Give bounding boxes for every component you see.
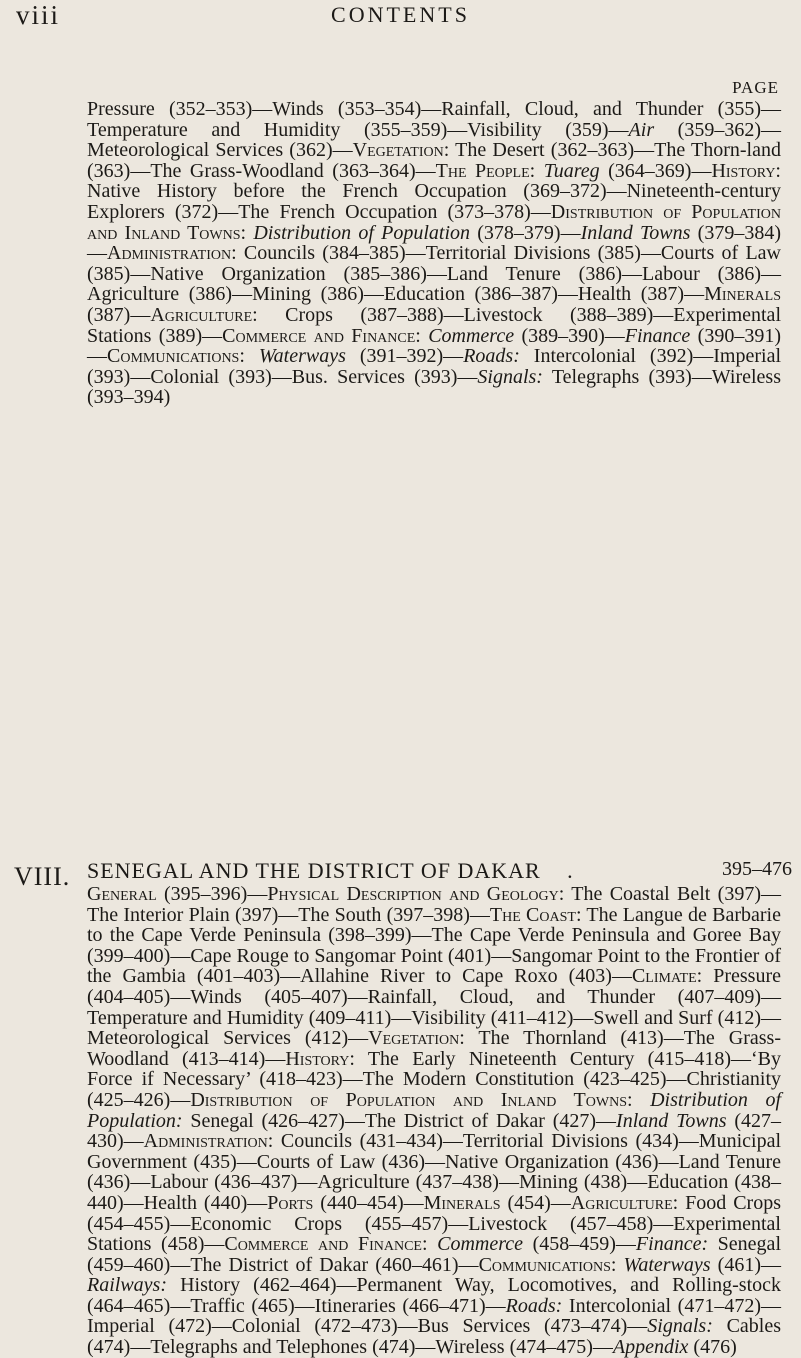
section-vii-continued-text — [87, 99, 781, 408]
running-head: CONTENTS — [331, 2, 470, 27]
section-heading-run: Agriculture: — [570, 1191, 679, 1214]
text-run: (379–384)— — [87, 221, 781, 265]
subheading-run: Signals: — [477, 365, 543, 388]
text-run: Pressure (352–353)—Winds (353–354)—Rainfall, Cloud, and Thunder (355)—Temperature and Humidity (355–359)—Visibility (359)— — [87, 98, 781, 141]
text-run: (390–391)— — [87, 324, 781, 368]
chapter-title: SENEGAL AND THE DISTRICT OF DAKAR — [87, 858, 541, 883]
text-run: The Langue de Barbarie to the Cape Verde Peninsula (398–399)—The Cape Verde Peninsula and Goree Bay (399–400)—Cape Rouge to Sangomar Point (401)—Sangomar Point to the Frontier of the Gambia (401–403)—Allahine River to Cape Roxo (403)— — [87, 903, 781, 988]
section-heading-run: Communications: — [107, 345, 245, 368]
text-run: (391–392)— — [345, 345, 464, 368]
section-heading-run: Commerce and Finance: — [222, 324, 421, 347]
text-run — [428, 1233, 438, 1255]
subheading-run: Waterways — [623, 1253, 711, 1276]
section-heading-run: Administration: — [107, 242, 237, 265]
section-heading-run: The Coast: — [489, 903, 582, 926]
subheading-run: Roads: — [505, 1294, 563, 1317]
page-folio: viii — [16, 0, 61, 30]
subheading-run: Inland Towns — [580, 221, 691, 244]
text-run: (387)— — [87, 303, 151, 326]
text-run: (458–459)— — [523, 1233, 636, 1256]
text-run: The Desert (362–363)—The Thorn-land (363)—The Grass-Woodland (363–364)— — [87, 139, 781, 182]
text-run: (364–369)— — [599, 159, 712, 182]
text-run: (395–396)— — [156, 883, 268, 905]
text-run: The Thornland (413)—The Grass-Woodland (413–414)— — [87, 1027, 781, 1070]
subheading-run: Finance — [624, 324, 691, 347]
section-heading-run: Administration: — [143, 1130, 274, 1153]
section-heading-run: Commerce and Finance: — [224, 1233, 428, 1256]
page-column-label: PAGE — [732, 78, 779, 97]
section-heading-run: Ports — [267, 1191, 314, 1214]
text-run: (359–362)—Meteorological Services (362)— — [87, 118, 781, 162]
section-heading-run: Minerals — [704, 283, 781, 306]
chapter-number: VIII. — [14, 862, 71, 891]
text-run: (378–379)— — [470, 221, 581, 244]
text-run: (389–390)— — [514, 324, 625, 347]
text-run: Councils (384–385)—Territorial Divisions (385)—Courts of Law (385)—Native Organization (385–386)—Land Tenure (386)—Labour (386)—Agriculture (386)—Mining (386)—Education (386–387)—Health (387)— — [87, 242, 781, 306]
text-run — [633, 1089, 651, 1111]
section-heading-run: Distribution of Population and Inland Towns: — [190, 1088, 633, 1111]
text-run: (427–430)— — [87, 1109, 781, 1153]
section-heading-run: General — [87, 883, 157, 905]
chapter-title-line — [87, 858, 792, 884]
subheading-run: Commerce — [437, 1233, 524, 1256]
subheading-run: Roads: — [463, 345, 520, 368]
section-heading-run: Climate: — [631, 965, 703, 988]
subheading-run: Inland Towns — [616, 1109, 727, 1132]
text-run: Councils (431–434)—Territorial Divisions (434)—Municipal Government (435)—Courts of Law (436)—Native Organization (436)—Land Tenure (436)—Labour (436–437)—Agriculture (437–438)—Mining (438)—Education (438–440)—Health (440)— — [87, 1130, 781, 1214]
section-heading-run: Vegetation: — [368, 1027, 465, 1050]
subheading-run: Commerce — [428, 324, 515, 347]
text-run: Intercolonial (471–472)—Imperial (472)—Colonial (472–473)—Bus Services (473–474)— — [87, 1294, 782, 1338]
text-run: History (462–464)—Permanent Way, Locomotives, and Rolling-stock (464–465)—Traffic (465)—Itineraries (466–471)— — [87, 1274, 781, 1317]
text-run: The Coastal Belt (397)—The Interior Plain (397)—The South (397–398)— — [87, 883, 782, 926]
text-run: Senegal (426–427)—The District of Dakar (427)— — [182, 1109, 617, 1132]
section-viii-text — [87, 884, 781, 1358]
text-run: Food Crops (454–455)—Economic Crops (455–457)—Livestock (457–458)—Experimental Stations (458)— — [87, 1191, 781, 1256]
text-run: Telegraphs (393)—Wireless (393–394) — [87, 365, 781, 409]
section-heading-run: Physical Description and Geology: — [267, 883, 565, 905]
text-run — [616, 1254, 623, 1276]
section-heading-run: The People: — [435, 159, 536, 182]
text-run: (454)— — [500, 1191, 571, 1214]
text-run: Senegal (459–460)—The District of Dakar (460–461)— — [87, 1233, 781, 1276]
section-heading-run: History: — [285, 1047, 355, 1070]
section-heading-run: Vegetation: — [352, 139, 450, 162]
chapter-page-range: 395–476 — [722, 858, 792, 880]
subheading-run: Air — [628, 118, 655, 141]
subheading-run: Appendix — [612, 1336, 689, 1358]
subheading-run: Signals: — [647, 1315, 713, 1338]
section-heading-run: History: — [711, 159, 781, 182]
subheading-run: Railways: — [87, 1274, 167, 1297]
text-run: Crops (387–388)—Livestock (388–389)—Experimental Stations (389)— — [87, 303, 781, 347]
text-run — [245, 345, 259, 367]
text-run: (461)— — [710, 1253, 781, 1276]
subheading-run: Finance: — [635, 1233, 709, 1256]
text-run: (476) — [688, 1336, 737, 1358]
section-heading-run: Communications: — [478, 1253, 617, 1276]
section-heading-run: Agriculture: — [150, 303, 258, 326]
text-run: The Early Nineteenth Century (415–418)—‘By Force if Necessary’ (418–423)—The Modern Constitution (423–425)—Christianity (425–426)— — [87, 1047, 781, 1111]
text-run — [535, 160, 543, 182]
subheading-run: Tuareg — [543, 159, 600, 182]
text-run: Cables (474)—Telegraphs and Telephones (474)—Wireless (474–475)— — [87, 1315, 781, 1358]
text-run: Native History before the French Occupation (369–372)—Nineteenth-century Explorers (372)—The French Occupation (373–378)— — [87, 180, 781, 223]
chapter-leader: . — [567, 858, 574, 883]
subheading-run: Waterways — [258, 345, 346, 368]
section-heading-run: Minerals — [423, 1191, 501, 1214]
subheading-run: Distribution of Population — [253, 221, 471, 244]
text-run: Pressure (404–405)—Winds (405–407)—Rainfall, Cloud, and Thunder (407–409)—Temperature and Humidity (409–411)—Visibility (411–412)—Swell and Surf (412)—Meteorological Services (412)— — [87, 965, 781, 1050]
text-run: Intercolonial (392)—Imperial (393)—Colonial (393)—Bus. Services (393)— — [87, 345, 781, 388]
section-heading-run: Distribution of Population and Inland Towns: — [87, 200, 781, 244]
subheading-run: Distribution of Population: — [87, 1088, 782, 1132]
text-run: (440–454)— — [313, 1191, 424, 1214]
